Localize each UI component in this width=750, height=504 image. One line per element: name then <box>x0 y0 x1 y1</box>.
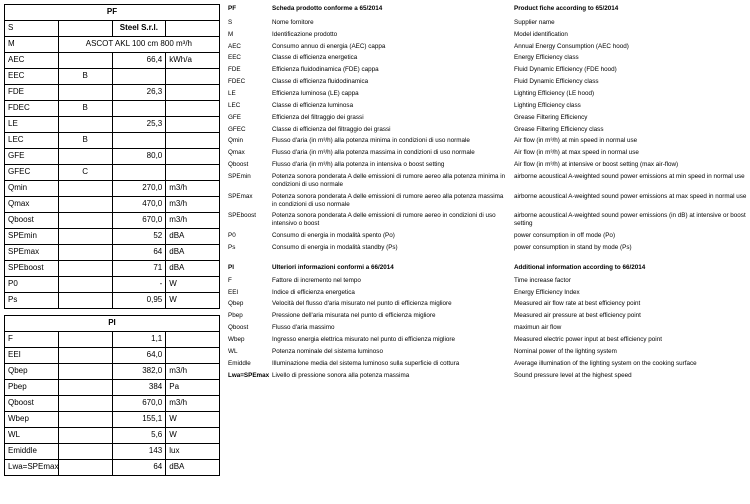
row-class-lwa <box>58 460 112 476</box>
row-label-f: F <box>5 332 59 348</box>
row-class-eec: B <box>58 69 112 85</box>
legend-columns <box>228 5 746 384</box>
row-label-spemax: SPEmax <box>5 245 59 261</box>
row-label-le: LE <box>5 117 59 133</box>
legend-row <box>228 19 750 31</box>
legend-section-row <box>228 256 750 277</box>
row-unit-pbep: Pa <box>166 380 220 396</box>
row-label-qmin: Qmin <box>5 181 59 197</box>
row-class-emiddle <box>58 444 112 460</box>
table-row <box>5 213 220 229</box>
row-unit-qboost-pi: m3/h <box>166 396 220 412</box>
pf-brand-value: Steel S.r.l. <box>112 21 166 37</box>
row-label-lwa: Lwa=SPEmax <box>5 460 59 476</box>
row-class-p0 <box>58 277 112 293</box>
legend-key-wl: WL <box>228 347 238 355</box>
legend-row <box>228 289 750 301</box>
row-value-eec <box>112 69 166 85</box>
row-value-wl: 5,6 <box>112 428 166 444</box>
row-unit-emiddle: lux <box>166 444 220 460</box>
row-class-ps <box>58 293 112 309</box>
legend-row <box>228 102 750 114</box>
legend-en-eei: Energy Efficiency Index <box>514 288 580 296</box>
legend-en-le: Lighting Efficiency (LE hood) <box>514 90 595 98</box>
row-class-lec: B <box>58 133 112 149</box>
legend-en-qbep: Measured air flow rate at best efficiency point <box>514 300 641 308</box>
legend-en-f: Time increase factor <box>514 276 571 284</box>
row-class-gfec: C <box>58 165 112 181</box>
legend-en-fde: Fluid Dynamic Efficiency (FDE hood) <box>514 66 617 74</box>
row-class-qboost-pi <box>58 396 112 412</box>
row-unit-lwa: dBA <box>166 460 220 476</box>
pf-model-value: ASCOT AKL 100 cm 800 m³/h <box>58 37 219 53</box>
legend-it-eec: Classe di efficienza energetica <box>272 54 358 62</box>
row-unit-lec <box>166 133 220 149</box>
row-unit-gfe <box>166 149 220 165</box>
legend-en-emiddle: Average illumination of the lighting system on the cooking surface <box>514 359 697 367</box>
legend-it-m: Identificazione prodotto <box>272 30 338 38</box>
row-value-gfec <box>112 165 166 181</box>
legend-en-qmin: Air flow (in m³/h) at min speed in normal use <box>514 137 638 145</box>
table-row <box>5 165 220 181</box>
legend-en-aec: Annual Energy Consumption (AEC hood) <box>514 42 629 50</box>
row-unit-eei <box>166 348 220 364</box>
row-class-aec <box>58 53 112 69</box>
pf-spec-table <box>4 4 220 309</box>
legend-it-fdec: Classe di efficienza fluidodinamica <box>272 78 369 86</box>
legend-row <box>228 31 750 43</box>
legend-key-aec: AEC <box>228 42 241 50</box>
legend-table <box>228 5 750 384</box>
row-label-qmax: Qmax <box>5 197 59 213</box>
legend-en-spemin: airborne acoustical A-weighted sound power emissions at min speed in normal use <box>514 173 745 181</box>
legend-section-key: PI <box>228 263 234 271</box>
row-label-fdec: FDEC <box>5 101 59 117</box>
spec-tables-column <box>4 4 220 476</box>
row-unit-spemax: dBA <box>166 245 220 261</box>
row-unit-aec: kWh/a <box>166 53 220 69</box>
legend-en-ps: power consumption in stand by mode (Ps) <box>514 244 632 252</box>
table-row <box>5 69 220 85</box>
legend-row <box>228 43 750 55</box>
row-value-spemax: 64 <box>112 245 166 261</box>
legend-en-qboost: Air flow (in m³/h) at intensive or boost setting (max air-flow) <box>514 161 679 169</box>
table-row <box>5 460 220 476</box>
legend-it-le: Efficienza luminosa (LE) cappa <box>272 90 359 98</box>
pf-row-unit-s <box>166 21 220 37</box>
pf-model-row <box>5 37 220 53</box>
row-class-wbep <box>58 412 112 428</box>
row-value-lec <box>112 133 166 149</box>
row-class-qmax <box>58 197 112 213</box>
legend-it-qboost: Flusso d'aria (in m³/h) alla potenza in intensiva o boost setting <box>272 161 445 169</box>
row-unit-f <box>166 332 220 348</box>
table-row <box>5 245 220 261</box>
legend-en-pbep: Measured air pressure at best efficiency point <box>514 312 641 320</box>
table-row <box>5 444 220 460</box>
legend-row <box>228 137 750 149</box>
row-value-p0: - <box>112 277 166 293</box>
row-unit-qboost: m3/h <box>166 213 220 229</box>
legend-en-spemax: airborne acoustical A-weighted sound power emissions at max speed in normal use <box>514 192 747 200</box>
legend-row <box>228 244 750 256</box>
legend-row <box>228 54 750 66</box>
row-class-pbep <box>58 380 112 396</box>
legend-key-p0: P0 <box>228 232 236 240</box>
legend-key-eec: EEC <box>228 54 241 62</box>
legend-key-qbep: Qbep <box>228 300 244 308</box>
row-class-qboost <box>58 213 112 229</box>
row-class-wl <box>58 428 112 444</box>
row-unit-qmin: m3/h <box>166 181 220 197</box>
row-label-gfec: GFEC <box>5 165 59 181</box>
legend-en-gfe: Grease Filtering Efficiency <box>514 113 588 121</box>
row-label-eei: EEI <box>5 348 59 364</box>
table-row <box>5 53 220 69</box>
pf-row-label-s: S <box>5 21 59 37</box>
row-value-pbep: 384 <box>112 380 166 396</box>
table-row <box>5 261 220 277</box>
legend-it-qmin: Flusso d'aria (in m³/h) alla potenza minima in condizioni di uso normale <box>272 137 470 145</box>
legend-row <box>228 212 750 232</box>
legend-en-qmax: Air flow (in m³/h) at max speed in normal use <box>514 149 639 157</box>
legend-key-ps: Ps <box>228 244 236 252</box>
legend-it-spemax: Potenza sonora ponderata A delle emissioni di rumore aereo alla potenza massima in condizioni di uso normale <box>272 192 504 208</box>
legend-it-s: Nome fornitore <box>272 18 314 26</box>
table-row <box>5 277 220 293</box>
legend-it-lwa: Livello di pressione sonora alla potenza massima <box>272 371 410 379</box>
legend-key-qboost-pi: Qboost <box>228 324 249 332</box>
table-row <box>5 332 220 348</box>
legend-key-fdec: FDEC <box>228 78 246 86</box>
row-unit-speboost: dBA <box>166 261 220 277</box>
row-label-ps: Ps <box>5 293 59 309</box>
row-value-le: 25,3 <box>112 117 166 133</box>
legend-key-eei: EEI <box>228 288 239 296</box>
legend-key-gfec: GFEC <box>228 125 246 133</box>
table-row <box>5 85 220 101</box>
legend-row <box>228 277 750 289</box>
row-unit-ps: W <box>166 293 220 309</box>
pi-title-row <box>5 316 220 332</box>
legend-key-pbep: Pbep <box>228 312 243 320</box>
legend-key-f: F <box>228 276 232 284</box>
row-label-gfe: GFE <box>5 149 59 165</box>
legend-key-lec: LEC <box>228 101 241 109</box>
legend-it-qbep: Velocità del flusso d'aria misurato nel punto di efficienza migliore <box>272 300 452 308</box>
pf-title-row <box>5 5 220 21</box>
row-class-qbep <box>58 364 112 380</box>
legend-it-spemin: Potenza sonora ponderata A delle emissioni di rumore aereo alla potenza minima in condizioni di uso normale <box>272 173 506 188</box>
row-unit-le <box>166 117 220 133</box>
table-row <box>5 181 220 197</box>
legend-en-gfec: Grease Filtering Efficiency class <box>514 125 604 133</box>
row-class-le <box>58 117 112 133</box>
legend-it-lec: Classe di efficienza luminosa <box>272 101 354 109</box>
row-class-gfe <box>58 149 112 165</box>
row-value-qbep: 382,0 <box>112 364 166 380</box>
legend-it-aec: Consumo annuo di energia (AEC) cappa <box>272 42 386 50</box>
legend-it-emiddle: Illuminazione media del sistema luminoso sulla superficie di cottura <box>272 359 460 367</box>
legend-key-qmax: Qmax <box>228 149 245 157</box>
row-label-fde: FDE <box>5 85 59 101</box>
row-value-fde: 26,3 <box>112 85 166 101</box>
legend-row <box>228 173 750 193</box>
row-label-qboost-pi: Qboost <box>5 396 59 412</box>
row-label-eec: EEC <box>5 69 59 85</box>
legend-row <box>228 300 750 312</box>
row-unit-wl: W <box>166 428 220 444</box>
row-value-qboost: 670,0 <box>112 213 166 229</box>
table-row <box>5 197 220 213</box>
row-value-lwa: 64 <box>112 460 166 476</box>
row-class-spemin <box>58 229 112 245</box>
table-row <box>5 364 220 380</box>
legend-key-le: LE <box>228 90 236 98</box>
table-row <box>5 293 220 309</box>
row-value-qboost-pi: 670,0 <box>112 396 166 412</box>
legend-it-speboost: Potenza sonora ponderata A delle emissioni di rumore aereo in condizioni di uso intensivo o boost <box>272 212 496 228</box>
pi-title: PI <box>5 316 220 332</box>
legend-key-spemin: SPEmin <box>228 173 251 181</box>
row-class-fde <box>58 85 112 101</box>
legend-en-p0: power consumption in off mode (Po) <box>514 232 616 240</box>
legend-row <box>228 193 750 213</box>
legend-row <box>228 372 750 384</box>
legend-key-m: M <box>228 30 234 38</box>
row-label-lec: LEC <box>5 133 59 149</box>
row-value-speboost: 71 <box>112 261 166 277</box>
legend-row <box>228 126 750 138</box>
legend-section-it: Ulteriori informazioni conformi a 66/2014 <box>272 263 394 271</box>
row-class-f <box>58 332 112 348</box>
legend-row <box>228 232 750 244</box>
table-row <box>5 101 220 117</box>
legend-row <box>228 324 750 336</box>
row-value-fdec <box>112 101 166 117</box>
row-class-speboost <box>58 261 112 277</box>
row-unit-qbep: m3/h <box>166 364 220 380</box>
legend-en-lec: Lighting Efficiency class <box>514 101 581 109</box>
legend-key-spemax: SPEmax <box>228 192 253 200</box>
legend-en-wl: Nominal power of the lighting system <box>514 347 617 355</box>
table-row <box>5 149 220 165</box>
legend-row <box>228 360 750 372</box>
table-row <box>5 380 220 396</box>
row-value-gfe: 80,0 <box>112 149 166 165</box>
table-row <box>5 396 220 412</box>
pf-row-class-s <box>58 21 112 37</box>
pf-title: PF <box>5 5 220 21</box>
row-value-qmin: 270,0 <box>112 181 166 197</box>
legend-it-gfec: Classe di efficienza del filtraggio dei grassi <box>272 125 391 133</box>
legend-section-en: Additional information according to 66/2014 <box>514 263 646 271</box>
row-value-aec: 66,4 <box>112 53 166 69</box>
row-label-spemin: SPEmin <box>5 229 59 245</box>
table-row <box>5 133 220 149</box>
row-unit-spemin: dBA <box>166 229 220 245</box>
legend-row <box>228 161 750 173</box>
legend-en-fdec: Fluid Dynamic Efficiency class <box>514 78 599 86</box>
row-value-spemin: 52 <box>112 229 166 245</box>
legend-it-gfe: Efficienza del filtraggio dei grassi <box>272 113 364 121</box>
row-unit-fde <box>166 85 220 101</box>
legend-it-fde: Efficienza fluidodinamica (FDE) cappa <box>272 66 379 74</box>
legend-key-emiddle: Emiddle <box>228 359 251 367</box>
row-value-emiddle: 143 <box>112 444 166 460</box>
row-label-qboost: Qboost <box>5 213 59 229</box>
row-unit-wbep: W <box>166 412 220 428</box>
row-value-qmax: 470,0 <box>112 197 166 213</box>
legend-key-wbep: Wbep <box>228 336 245 344</box>
pf-brand-row <box>5 21 220 37</box>
row-label-pbep: Pbep <box>5 380 59 396</box>
legend-en-eec: Energy Efficiency class <box>514 54 579 62</box>
legend-header-row <box>228 5 750 19</box>
row-value-wbep: 155,1 <box>112 412 166 428</box>
legend-header-key: PF <box>228 5 237 12</box>
legend-en-qboost-pi: maximun air flow <box>514 324 562 332</box>
legend-key-qmin: Qmin <box>228 137 244 145</box>
row-label-speboost: SPEboost <box>5 261 59 277</box>
row-label-emiddle: Emiddle <box>5 444 59 460</box>
table-row <box>5 348 220 364</box>
row-label-aec: AEC <box>5 53 59 69</box>
legend-en-s: Supplier name <box>514 18 555 26</box>
pf-row-label-m: M <box>5 37 59 53</box>
legend-en-wbep: Measured electric power input at best efficiency point <box>514 336 662 344</box>
legend-it-qboost-pi: Flusso d'aria massimo <box>272 324 335 332</box>
legend-key-gfe: GFE <box>228 113 241 121</box>
legend-row <box>228 149 750 161</box>
table-row <box>5 428 220 444</box>
table-row <box>5 229 220 245</box>
legend-it-qmax: Flusso d'aria (in m³/h) alla potenza massima in condizioni di uso normale <box>272 149 475 157</box>
row-value-f: 1,1 <box>112 332 166 348</box>
row-class-eei <box>58 348 112 364</box>
pi-spec-table <box>4 315 220 476</box>
row-unit-p0: W <box>166 277 220 293</box>
legend-header-en: Product fiche according to 65/2014 <box>514 5 619 12</box>
legend-key-lwa: Lwa=SPEmax <box>228 371 270 379</box>
legend-row <box>228 90 750 102</box>
legend-row <box>228 66 750 78</box>
legend-it-eei: Indice di efficienza energetica <box>272 288 355 296</box>
row-label-wbep: Wbep <box>5 412 59 428</box>
legend-it-wl: Potenza nominale del sistema luminoso <box>272 347 383 355</box>
legend-row <box>228 312 750 324</box>
row-label-p0: P0 <box>5 277 59 293</box>
legend-it-pbep: Pressione dell'aria misurata nel punto di efficienza migliore <box>272 312 436 320</box>
row-unit-qmax: m3/h <box>166 197 220 213</box>
legend-en-speboost: airborne acoustical A-weighted sound power emissions (in dB) at intensive or boost setting <box>514 212 746 228</box>
legend-row <box>228 336 750 348</box>
row-unit-fdec <box>166 101 220 117</box>
row-value-ps: 0,95 <box>112 293 166 309</box>
table-row <box>5 117 220 133</box>
row-class-qmin <box>58 181 112 197</box>
legend-key-s: S <box>228 18 233 26</box>
legend-header-it: Scheda prodotto conforme a 65/2014 <box>272 5 383 12</box>
row-value-eei: 64,0 <box>112 348 166 364</box>
legend-row <box>228 114 750 126</box>
table-row <box>5 412 220 428</box>
legend-it-f: Fattore di incremento nel tempo <box>272 276 361 284</box>
legend-key-speboost: SPEboost <box>228 212 257 220</box>
legend-key-fde: FDE <box>228 66 241 74</box>
row-unit-gfec <box>166 165 220 181</box>
row-label-qbep: Qbep <box>5 364 59 380</box>
legend-it-ps: Consumo di energia in modalità standby (Ps) <box>272 244 398 252</box>
row-label-wl: WL <box>5 428 59 444</box>
legend-row <box>228 348 750 360</box>
row-class-fdec: B <box>58 101 112 117</box>
legend-it-p0: Consumo di energia in modalità spento (Po) <box>272 232 395 240</box>
row-unit-eec <box>166 69 220 85</box>
row-class-spemax <box>58 245 112 261</box>
legend-row <box>228 78 750 90</box>
legend-key-qboost: Qboost <box>228 161 249 169</box>
legend-it-wbep: Ingresso energia elettrica misurato nel punto di efficienza migliore <box>272 336 455 344</box>
legend-en-m: Model identification <box>514 30 568 38</box>
legend-en-lwa: Sound pressure level at the highest speed <box>514 371 632 379</box>
